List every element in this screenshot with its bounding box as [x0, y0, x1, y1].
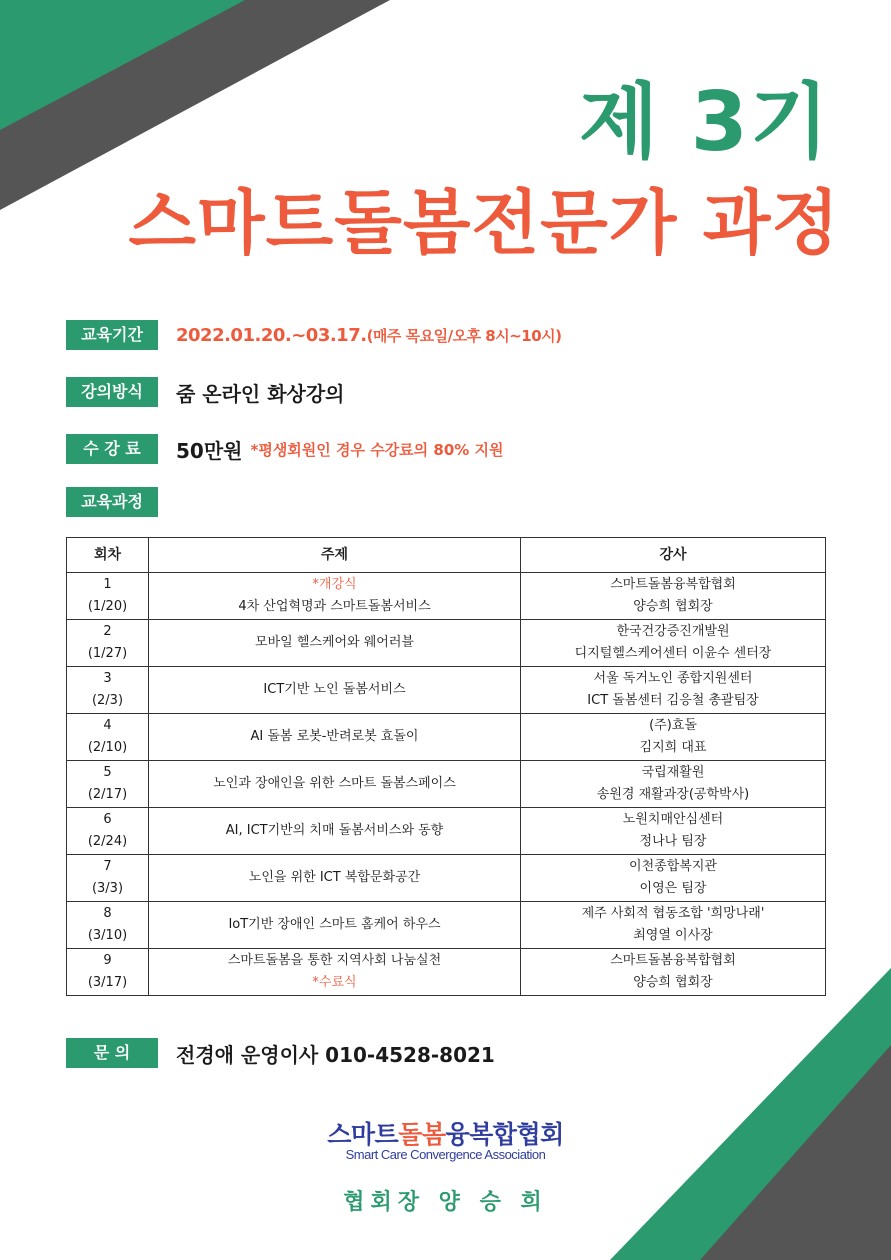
topic-note: *수료식 — [312, 975, 357, 990]
method-value: 줌 온라인 화상강의 — [176, 381, 345, 406]
instructor-name: 양승희 협회장 — [633, 975, 713, 990]
topic-cell — [149, 573, 521, 620]
contact-label: 문 의 — [66, 1038, 158, 1068]
association-logo-english: Smart Care Convergence Association — [345, 1147, 546, 1162]
topic-text: 노인과 장애인을 위한 스마트 돌봄스페이스 — [213, 776, 456, 791]
topic-cell — [149, 808, 521, 855]
topic-cell — [149, 855, 521, 902]
topic-cell — [149, 902, 521, 949]
topic-text: 노인을 위한 ICT 복합문화공간 — [248, 870, 421, 885]
topic-cell — [149, 667, 521, 714]
instructor-cell — [521, 808, 826, 855]
logo-text-part2: 돌봄 — [398, 1120, 446, 1149]
session-number: 8 — [103, 906, 112, 921]
session-date: (2/3) — [91, 693, 124, 708]
fee-note: *평생회원인 경우 수강료의 80% 지원 — [250, 440, 504, 459]
topic-text: IoT기반 장애인 스마트 홈케어 하우스 — [228, 917, 441, 932]
fee-label: 수 강 료 — [66, 434, 158, 464]
topic-text: AI 돌봄 로봇-반려로봇 효돌이 — [250, 729, 419, 744]
period-detail: (매주 목요일/오후 8시~10시) — [366, 326, 562, 345]
instructor-org: 스마트돌봄융복합협회 — [610, 577, 736, 592]
info-period — [66, 320, 562, 350]
president-name: 협회장 양 승 희 — [343, 1190, 548, 1215]
table-row — [67, 761, 826, 808]
header-session: 회차 — [67, 538, 149, 573]
session-cell — [67, 949, 149, 996]
instructor-name: 송원경 재활과장(공학박사) — [596, 787, 750, 802]
table-row — [67, 714, 826, 761]
period-label: 교육기간 — [66, 320, 158, 350]
instructor-name: 정나나 팀장 — [639, 834, 707, 849]
topic-cell — [149, 714, 521, 761]
table-row — [67, 808, 826, 855]
session-cell — [67, 714, 149, 761]
instructor-name: 최영열 이사장 — [633, 928, 713, 943]
instructor-name: 디지털헬스케어센터 이윤수 센터장 — [574, 646, 772, 661]
instructor-org: (주)효돌 — [649, 718, 697, 733]
fee-value: 50만원 — [176, 438, 243, 463]
curriculum-table — [66, 537, 826, 996]
instructor-org: 한국건강증진개발원 — [616, 624, 730, 639]
topic-cell — [149, 761, 521, 808]
session-cell — [67, 761, 149, 808]
topic-text: 스마트돌봄을 통한 지역사회 나눔실천 — [227, 953, 442, 968]
topic-cell — [149, 949, 521, 996]
topic-text: AI, ICT기반의 치매 돌봄서비스와 동향 — [225, 823, 444, 838]
session-date: (3/3) — [91, 881, 124, 896]
session-cell — [67, 573, 149, 620]
info-method — [66, 377, 345, 407]
instructor-cell — [521, 620, 826, 667]
contact-value: 전경애 운영이사 010-4528-8021 — [176, 1042, 495, 1067]
association-logo — [0, 1115, 891, 1151]
session-cell — [67, 902, 149, 949]
session-date: (2/24) — [87, 834, 128, 849]
session-number: 3 — [103, 671, 112, 686]
topic-text: ICT기반 노인 돌봄서비스 — [263, 682, 406, 697]
instructor-cell — [521, 667, 826, 714]
logo-text-part3: 융복합협회 — [445, 1120, 564, 1149]
instructor-name: 양승희 협회장 — [633, 599, 713, 614]
table-row — [67, 855, 826, 902]
title-course: 스마트돌봄전문가 과정 — [128, 182, 840, 264]
logo-text-part1: 스마트 — [327, 1120, 399, 1149]
table-row — [67, 620, 826, 667]
table-row — [67, 667, 826, 714]
table-row — [67, 949, 826, 996]
instructor-cell — [521, 855, 826, 902]
session-date: (2/17) — [87, 787, 128, 802]
table-row — [67, 902, 826, 949]
instructor-name: 이영은 팀장 — [639, 881, 707, 896]
session-number: 1 — [103, 577, 112, 592]
session-cell — [67, 808, 149, 855]
info-curriculum — [66, 487, 176, 517]
table-header-row — [67, 538, 826, 573]
session-number: 7 — [103, 859, 112, 874]
instructor-cell — [521, 761, 826, 808]
topic-text: 4차 산업혁명과 스마트돌봄서비스 — [238, 599, 431, 614]
topic-cell — [149, 620, 521, 667]
session-date: (2/10) — [87, 740, 128, 755]
session-number: 6 — [103, 812, 112, 827]
title-cohort: 제 3기 — [578, 75, 831, 170]
session-number: 2 — [103, 624, 112, 639]
info-contact — [66, 1038, 495, 1068]
instructor-org: 이천종합복지관 — [629, 859, 717, 874]
header-topic: 주제 — [149, 538, 521, 573]
instructor-cell — [521, 714, 826, 761]
session-number: 9 — [103, 953, 112, 968]
period-value — [176, 325, 562, 346]
session-cell — [67, 855, 149, 902]
instructor-org: 국립재활원 — [641, 765, 705, 780]
instructor-org: 제주 사회적 협동조합 '희망나래' — [581, 906, 765, 921]
instructor-org: 스마트돌봄융복합협회 — [610, 953, 736, 968]
curriculum-label: 교육과정 — [66, 487, 158, 517]
instructor-org: 노원치매안심센터 — [622, 812, 724, 827]
table-row — [67, 573, 826, 620]
instructor-cell — [521, 902, 826, 949]
header-instructor: 강사 — [521, 538, 826, 573]
session-date: (3/10) — [87, 928, 128, 943]
info-fee — [66, 434, 504, 464]
method-label: 강의방식 — [66, 377, 158, 407]
instructor-name: ICT 돌봄센터 김응철 총괄팀장 — [587, 693, 759, 708]
topic-text: 모바일 헬스케어와 웨어러블 — [255, 635, 414, 650]
instructor-cell — [521, 949, 826, 996]
session-date: (1/20) — [87, 599, 128, 614]
instructor-org: 서울 독거노인 종합지원센터 — [593, 671, 753, 686]
session-cell — [67, 620, 149, 667]
period-dates: 2022.01.20.~03.17. — [176, 324, 367, 346]
session-date: (1/27) — [87, 646, 128, 661]
session-number: 5 — [103, 765, 112, 780]
session-cell — [67, 667, 149, 714]
session-date: (3/17) — [87, 975, 128, 990]
topic-note: *개강식 — [312, 577, 357, 592]
instructor-name: 김지희 대표 — [639, 740, 707, 755]
instructor-cell — [521, 573, 826, 620]
session-number: 4 — [103, 718, 112, 733]
